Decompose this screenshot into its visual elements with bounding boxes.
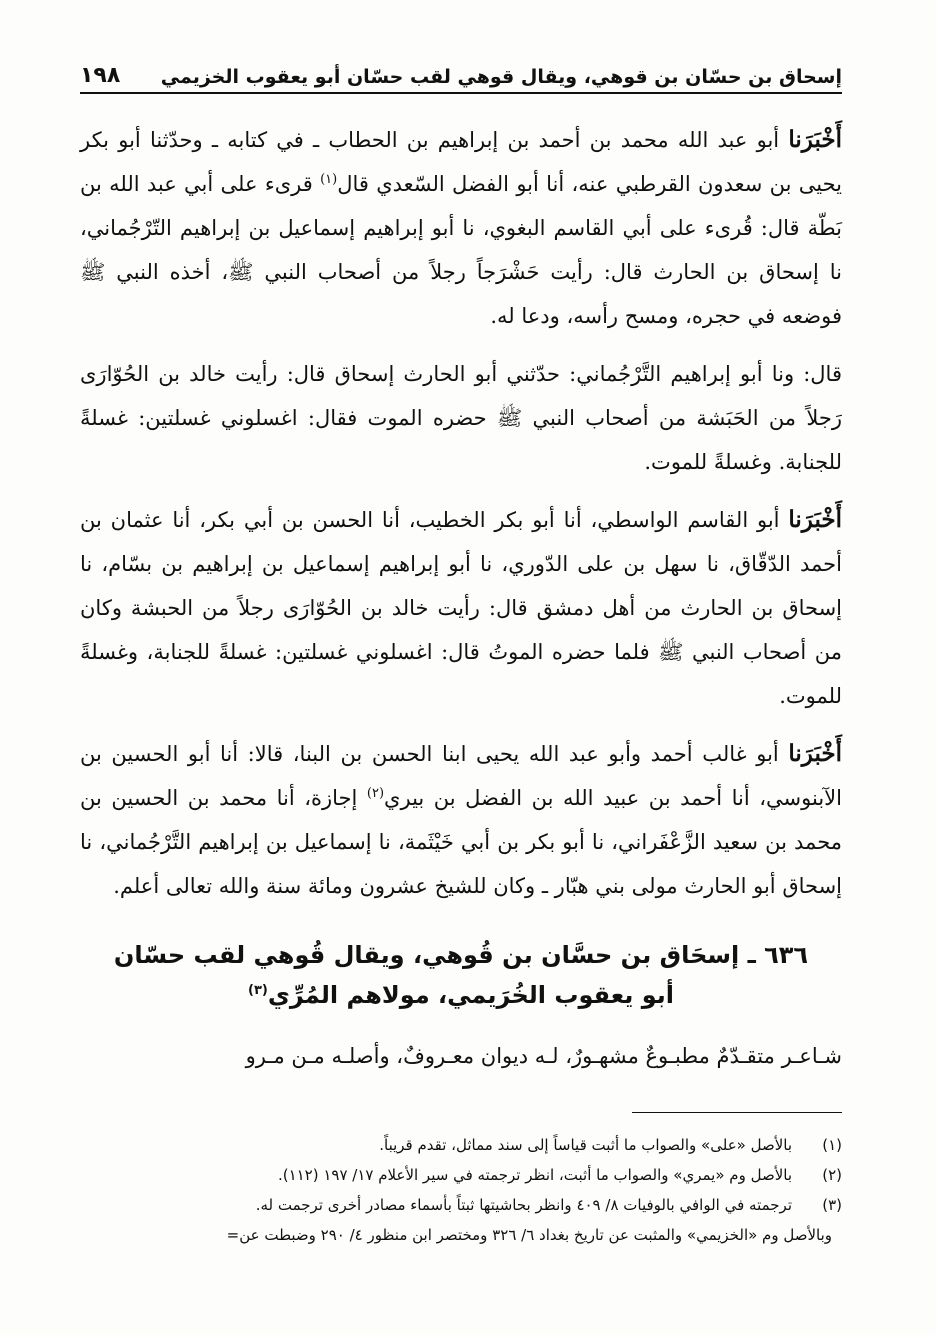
page-number: ١٩٨ bbox=[80, 63, 121, 88]
footnote-ref: (١) bbox=[320, 172, 338, 187]
paragraph-4 bbox=[80, 732, 842, 908]
paragraph-2 bbox=[80, 352, 842, 484]
paragraph-1 bbox=[80, 118, 842, 338]
paragraph-text: أبو عبد الله محمد بن أحمد بن إبراهيم بن الحطاب ـ في كتابه ـ وحدّثنا أبو بكر يحيى بن سعدون القرطبي عنه، أنا أبو الفضل السّعدي قال bbox=[80, 128, 842, 196]
page-header bbox=[80, 46, 842, 94]
paragraph-lead: أَخْبَرَنا bbox=[788, 740, 842, 767]
footnote-text: بالأصل وم «يمري» والصواب ما أثبت، انظر ترجمته في سير الأعلام ١٧/ ١٩٧ (١١٢). bbox=[277, 1166, 792, 1184]
paragraph-text-cont: قرىء على أبي عبد الله بن بَطّة قال: قُرىء على أبي القاسم البغوي، نا أبو إبراهيم إسماعيل بن إبراهيم التّرْجُماني، نا إسحاق بن الحارث قال: رأيت حَشْرَجاً رجلاً من أصحاب النبي ﷺ، أخذه النبي ﷺ فوضعه في حجره، ومسح رأسه، ودعا له. bbox=[80, 172, 842, 328]
footnotes bbox=[80, 1130, 842, 1250]
footnote-1 bbox=[80, 1130, 842, 1160]
footnote-divider bbox=[632, 1112, 842, 1113]
footnote-text: بالأصل «على» والصواب ما أثبت قياساً إلى سند مماثل، تقدم قريباً. bbox=[379, 1136, 792, 1154]
paragraph-lead: أَخْبَرَنا bbox=[788, 126, 842, 153]
paragraph-text: أبو غالب أحمد وأبو عبد الله يحيى ابنا الحسن بن البنا، قالا: أنا أبو الحسين بن الآبنوسي، أنا أحمد بن عبيد الله بن الفضل بن بيري bbox=[80, 742, 842, 810]
paragraph-text: أبو القاسم الواسطي، أنا أبو بكر الخطيب، أنا الحسن بن أبي بكر، أنا عثمان بن أحمد الدّقّاق، نا سهل بن على الدّوري، نا أبو إبراهيم إسماعيل بن إبراهيم بن بسّام، نا إسحاق بن الحارث من أهل دمشق قال: رأيت خالد بن الحُوّارَى رجلاً من الحبشة وكان من أصحاب النبي ﷺ فلما حضره الموتُ قال: اغسلوني غسلتين: غسلةً للجنابة، وغسلةً للموت. bbox=[80, 508, 842, 708]
paragraph-lead: أَخْبَرَنا bbox=[788, 506, 842, 533]
footnote-text: ترجمته في الوافي بالوفيات ٨/ ٤٠٩ وانظر بحاشيتها ثبتاً بأسماء مصادر أخرى ترجمت له. bbox=[255, 1196, 792, 1214]
footnote-number: (٣) bbox=[822, 1196, 842, 1214]
entry-intro: شـاعـر متقـدّمٌ مطبـوعٌ مشهـورٌ، لـه ديوان معـروفٌ، وأصلـه مـن مـرو bbox=[245, 1044, 842, 1068]
entry-heading-line-2 bbox=[80, 975, 842, 1015]
footnote-ref: (٣) bbox=[247, 983, 268, 998]
paragraph-text-cont: إجازة، أنا محمد بن الحسين بن محمد بن سعيد الزَّعْفَراني، نا أبو بكر بن أبي خَيْثَمة، نا إسماعيل بن إبراهيم التَّرْجُماني، نا إسحاق أبو الحارث مولى بني هبّار ـ وكان للشيخ عشرون ومائة سنة والله تعالى أعلم. bbox=[80, 786, 842, 898]
footnote-ref: (٢) bbox=[366, 786, 385, 801]
main-text bbox=[80, 118, 842, 922]
footnote-number: (١) bbox=[822, 1136, 842, 1154]
footnote-2 bbox=[80, 1160, 842, 1190]
entry-heading-line-1: ٦٣٦ ـ إسحَاق بن حسَّان بن قُوهي، ويقال قُوهي لقب حسّان bbox=[113, 941, 809, 969]
footnote-text: وبالأصل وم «الخزيمي» والمثبت عن تاريخ بغداد ٦/ ٣٢٦ ومختصر ابن منظور ٤/ ٢٩٠ وضبطت عن= bbox=[226, 1226, 832, 1244]
running-title: إسحاق بن حسّان بن قوهي، ويقال قوهي لقب حسّان أبو يعقوب الخزيمي bbox=[160, 66, 842, 88]
entry-heading-line-2-text: أبو يعقوب الخُرَيمي، مولاهم المُرِّي bbox=[267, 981, 674, 1009]
paragraph-text: قال: ونا أبو إبراهيم التَّرْجُماني: حدّثني أبو الحارث إسحاق قال: رأيت خالد بن الحُوّارَى رَجلاً من الحَبَشة من أصحاب النبي ﷺ حضره الموت فقال: اغسلوني غسلتين: غسلةً للجنابة. وغسلةً للموت. bbox=[80, 362, 842, 474]
entry-heading bbox=[80, 935, 842, 1015]
paragraph-3 bbox=[80, 498, 842, 718]
footnote-number: (٢) bbox=[822, 1166, 842, 1184]
footnote-3 bbox=[80, 1190, 842, 1220]
footnote-3-continued bbox=[80, 1220, 842, 1250]
